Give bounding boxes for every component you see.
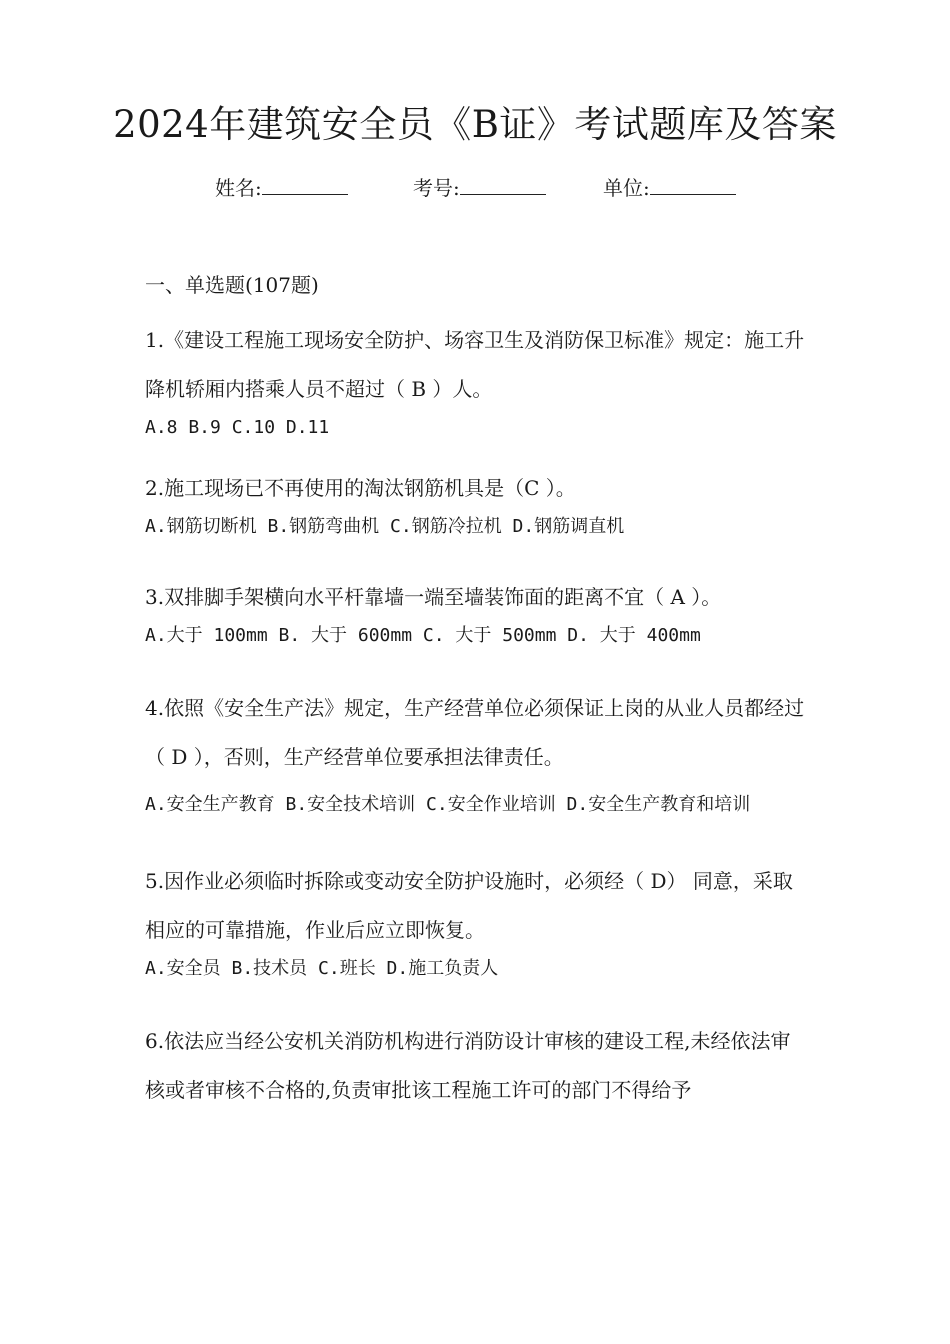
- question-stem: 4.依照《安全生产法》规定，生产经营单位必须保证上岗的从业人员都经过（ D ），否则，生产经营单位要承担法律责任。: [145, 696, 805, 769]
- unit-blank-line: [650, 172, 736, 195]
- question-3: [145, 573, 810, 650]
- question-options: A.钢筋切断机 B.钢筋弯曲机 C.钢筋冷拉机 D.钢筋调直机: [145, 516, 625, 537]
- exam-info-fields: [0, 172, 950, 202]
- question-6: [145, 1017, 810, 1115]
- question-5: [145, 857, 810, 983]
- unit-label: 单位:: [603, 176, 650, 200]
- question-4: [145, 684, 810, 827]
- exam-number-label: 考号:: [413, 176, 460, 200]
- question-2: [145, 464, 810, 541]
- section-title: 一、单选题(107题): [145, 273, 319, 297]
- name-label: 姓名:: [215, 176, 262, 200]
- question-1: [145, 316, 810, 442]
- question-options: A.安全生产教育 B.安全技术培训 C.安全作业培训 D.安全生产教育和培训: [145, 794, 751, 815]
- question-stem: 3.双排脚手架横向水平杆靠墙一端至墙装饰面的距离不宜（ A ）。: [145, 585, 722, 609]
- exam-number-blank-line: [460, 172, 546, 195]
- name-field: [215, 172, 348, 203]
- question-stem: 2.施工现场已不再使用的淘汰钢筋机具是（C ）。: [145, 476, 576, 500]
- name-blank-line: [262, 172, 348, 195]
- question-options: A.8 B.9 C.10 D.11: [145, 417, 330, 438]
- exam-number-field: [413, 172, 546, 203]
- question-stem: 1.《建设工程施工现场安全防护、场容卫生及消防保卫标准》规定：施工升降机轿厢内搭乘人员不超过（ B ）人。: [145, 328, 805, 401]
- unit-field: [603, 172, 736, 203]
- question-stem: 6.依法应当经公安机关消防机构进行消防设计审核的建设工程,未经依法审核或者审核不合格的,负责审批该工程施工许可的部门不得给予: [145, 1029, 791, 1102]
- question-options: A.安全员 B.技术员 C.班长 D.施工负责人: [145, 958, 499, 979]
- question-list: [145, 270, 810, 1115]
- question-options: A.大于 100mm B. 大于 600mm C. 大于 500mm D. 大于 400mm: [145, 625, 701, 646]
- document-title: 2024年建筑安全员《B证》考试题库及答案: [113, 103, 837, 146]
- question-stem: 5.因作业必须临时拆除或变动安全防护设施时，必须经（ D） 同意，采取相应的可靠措施，作业后应立即恢复。: [145, 869, 793, 942]
